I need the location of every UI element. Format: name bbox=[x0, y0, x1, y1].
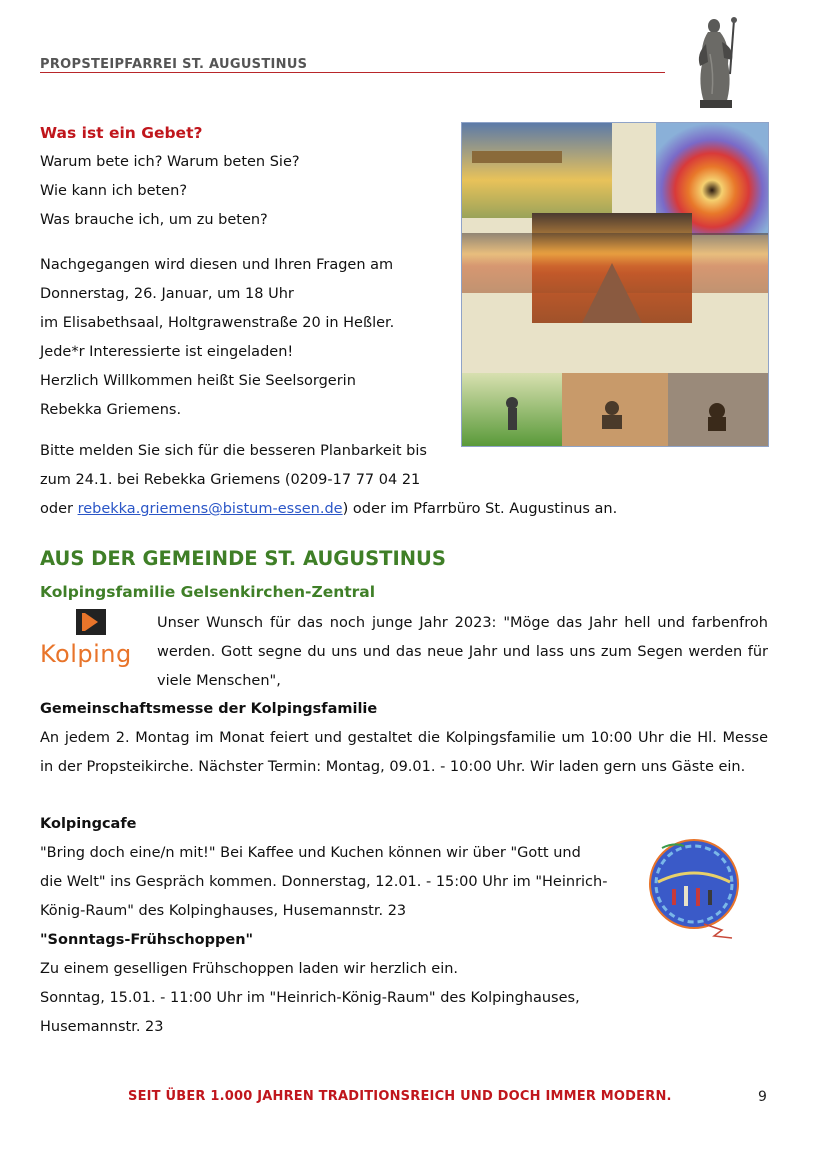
cafe-text: König-Raum" des Kolpinghauses, Husemannstr. 23 bbox=[40, 903, 407, 919]
register-text: zum 24.1. bei Rebekka Griemens (0209-17 77 04 21 bbox=[40, 472, 421, 488]
prayer-question: Was brauche ich, um zu beten? bbox=[40, 212, 268, 228]
kolping-logo-text: Kolping bbox=[40, 640, 132, 668]
kolpingcafe-illustration bbox=[644, 834, 744, 942]
prayer-title: Was ist ein Gebet? bbox=[40, 124, 203, 142]
page-number: 9 bbox=[758, 1089, 767, 1105]
prayer-detail: Jede*r Interessierte ist eingeladen! bbox=[40, 344, 294, 360]
register-text: Bitte melden Sie sich für die besseren Planbarkeit bis bbox=[40, 443, 427, 459]
footer-slogan: SEIT ÜBER 1.000 JAHREN TRADITIONSREICH UND DOCH IMMER MODERN. bbox=[128, 1089, 672, 1104]
mass-text: An jedem 2. Montag im Monat feiert und gestaltet die Kolpingsfamilie um 10:00 Uhr die Hl. Messe in der Propsteikirche. Nächster Termin: Montag, 09.01. - 10:00 Uhr. Wir laden gern uns Gäste ein. bbox=[40, 730, 768, 775]
prayer-detail: Donnerstag, 26. Januar, um 18 Uhr bbox=[40, 286, 294, 302]
header-rule bbox=[40, 72, 665, 73]
section-subheading: Kolpingsfamilie Gelsenkirchen-Zentral bbox=[40, 583, 376, 601]
kolping-logo-mark bbox=[76, 609, 106, 635]
cafe-title: Kolpingcafe bbox=[40, 816, 137, 832]
section-heading: AUS DER GEMEINDE ST. AUGUSTINUS bbox=[40, 547, 446, 570]
brunch-text: Husemannstr. 23 bbox=[40, 1019, 164, 1035]
prayer-detail: Rebekka Griemens. bbox=[40, 402, 182, 418]
prayer-detail: Nachgegangen wird diesen und Ihren Fragen am bbox=[40, 257, 394, 273]
mass-title: Gemeinschaftsmesse der Kolpingsfamilie bbox=[40, 701, 378, 717]
brunch-title: "Sonntags-Frühschoppen" bbox=[40, 932, 254, 948]
cafe-text: die Welt" ins Gespräch kommen. Donnerstag, 12.01. - 15:00 Uhr im "Heinrich- bbox=[40, 874, 608, 890]
register-text-line bbox=[40, 495, 617, 524]
cafe-text: "Bring doch eine/n mit!" Bei Kaffee und Kuchen können wir über "Gott und bbox=[40, 845, 581, 861]
prayer-detail: Herzlich Willkommen heißt Sie Seelsorgerin bbox=[40, 373, 356, 389]
brunch-text: Sonntag, 15.01. - 11:00 Uhr im "Heinrich-König-Raum" des Kolpinghauses, bbox=[40, 990, 580, 1006]
kolping-wish-text: Unser Wunsch für das noch junge Jahr 2023: "Möge das Jahr hell und farbenfroh werden. Gott segne du uns und das neue Jahr und lass uns zum Segen werden für viele Menschen", bbox=[157, 615, 768, 689]
prayer-detail: im Elisabethsaal, Holtgrawenstraße 20 in Heßler. bbox=[40, 315, 395, 331]
prayer-question: Warum bete ich? Warum beten Sie? bbox=[40, 154, 300, 170]
saint-statue-image bbox=[686, 14, 746, 110]
brunch-text: Zu einem geselligen Frühschoppen laden wir herzlich ein. bbox=[40, 961, 459, 977]
email-link[interactable]: rebekka.griemens@bistum-essen.de bbox=[77, 501, 343, 517]
register-suffix: ) oder im Pfarrbüro St. Augustinus an. bbox=[342, 501, 618, 517]
prayer-question: Wie kann ich beten? bbox=[40, 183, 188, 199]
register-prefix: oder bbox=[40, 501, 78, 517]
running-header: PROPSTEIPFARREI ST. AUGUSTINUS bbox=[40, 57, 308, 72]
prayer-collage-image bbox=[461, 122, 769, 447]
